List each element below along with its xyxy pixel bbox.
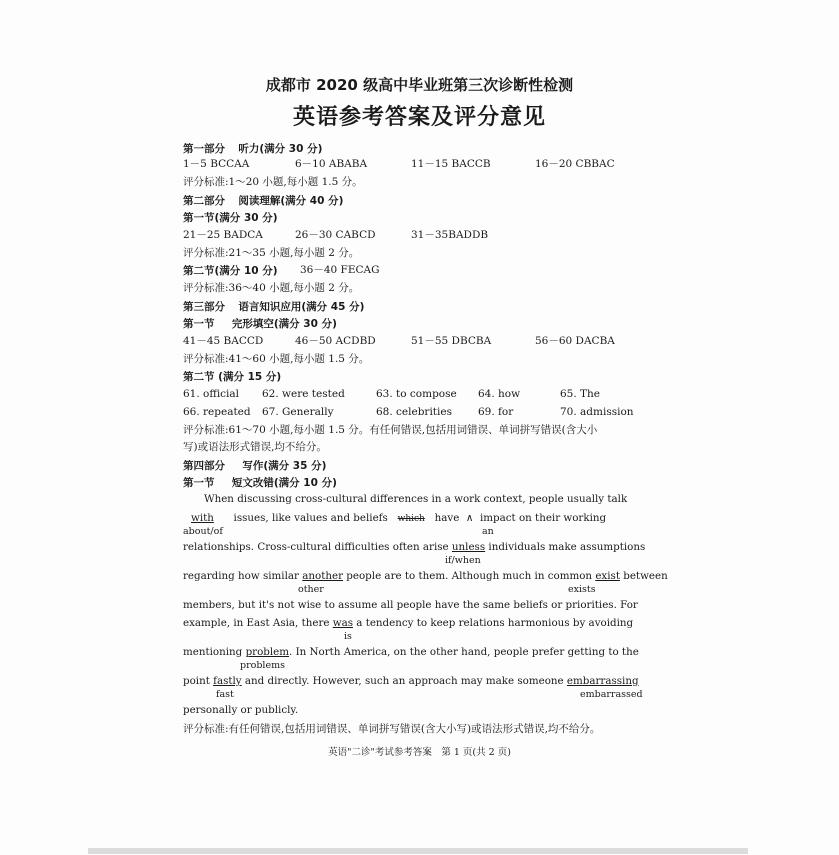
error-fastly: fastly	[213, 675, 242, 687]
passage-line-5	[183, 599, 638, 611]
document-title: 成都市 2020 级高中毕业班第三次诊断性检测	[265, 76, 574, 94]
bottom-divider	[88, 848, 748, 854]
part3-sec2-item-67: 67. Generally	[262, 406, 334, 418]
passage-line-4	[183, 570, 668, 582]
correction-exists: exists	[568, 584, 596, 595]
part3-sec1-label: 第一节	[183, 318, 215, 330]
part2-label: 第二部分	[183, 195, 225, 207]
part1-heading	[183, 141, 322, 156]
correction-problems: problems	[240, 660, 285, 671]
part3-sec2-scoring-2: 写)或语法形式错误,均不给分。	[183, 441, 327, 453]
part4-label: 第四部分	[183, 460, 225, 472]
part3-sec2-item-69: 69. for	[478, 406, 514, 418]
part2-sec1-heading: 第一节(满分 30 分)	[183, 212, 278, 224]
part3-sec2-item-64: 64. how	[478, 388, 521, 400]
correction-fast: fast	[216, 689, 234, 700]
part3-sec2-item-62: 62. were tested	[262, 388, 345, 400]
part1-name: 听力(满分 30 分)	[238, 143, 323, 155]
error-was: was	[332, 617, 353, 629]
passage-line-8-part-a: point	[183, 675, 210, 687]
passage-line-2-part-e: impact on their working	[479, 512, 607, 524]
passage-line-1: When discussing cross-cultural differences in a work context, people usually talk	[204, 493, 628, 505]
passage-line-4-part-c: between	[623, 570, 668, 582]
error-exist: exist	[595, 570, 620, 582]
part3-sec1-answer-4: 56－60 DACBA	[535, 335, 615, 347]
part3-sec2-scoring-1: 评分标准:61～70 小题,每小题 1.5 分。有任何错误,包括用词错误、单词拼写错误(含大小	[183, 424, 598, 436]
part2-sec1-answer-3: 31－35BADDB	[411, 229, 489, 241]
part3-sec2-item-66: 66. repeated	[183, 406, 251, 418]
part2-heading	[183, 193, 343, 208]
part3-sec2-item-70: 70. admission	[560, 406, 634, 418]
part3-label: 第三部分	[183, 301, 225, 313]
part2-sec2-scoring: 评分标准:36～40 小题,每小题 2 分。	[183, 282, 360, 294]
part1-label: 第一部分	[183, 143, 225, 155]
insert-mark: ∧	[465, 512, 474, 524]
passage-line-8-part-b: and directly. However, such an approach may make someone	[244, 675, 564, 687]
part3-sec1-scoring: 评分标准:41～60 小题,每小题 1.5 分。	[183, 353, 370, 365]
passage-line-7-part-a: mentioning	[183, 646, 243, 658]
part2-sec2-answer: 36－40 FECAG	[300, 264, 380, 276]
passage-line-9: personally or publicly.	[183, 704, 299, 716]
part1-answer-4: 16－20 CBBAC	[535, 158, 615, 170]
error-another: another	[302, 570, 344, 582]
part4-sec1-heading	[183, 475, 337, 490]
passage-line-2-part-d: have	[434, 512, 460, 524]
passage-line-3	[183, 541, 645, 553]
passage-line-2	[191, 512, 606, 524]
passage-line-2-part-b: liefs	[366, 512, 388, 524]
part3-name: 语言知识应用(满分 45 分)	[238, 301, 365, 313]
part3-sec2-item-65: 65. The	[560, 388, 601, 400]
error-with: with	[191, 512, 214, 524]
part2-sec2-heading: 第二节(满分 10 分)	[183, 265, 278, 277]
passage-line-7-part-b: . In North America, on the other hand, people prefer getting to the	[289, 646, 639, 658]
correction-is: is	[344, 631, 352, 642]
correction-about-of: about/of	[183, 526, 223, 537]
part3-sec1-answer-2: 46－50 ACDBD	[295, 335, 376, 347]
part3-sec2-item-61: 61. official	[183, 388, 240, 400]
correction-other: other	[298, 584, 324, 595]
part3-sec2-heading: 第二节 (满分 15 分)	[183, 371, 282, 383]
part3-sec1-heading	[183, 316, 337, 331]
part1-scoring: 评分标准:1～20 小题,每小题 1.5 分。	[183, 176, 363, 188]
part3-sec1-name: 完形填空(满分 30 分)	[231, 318, 337, 330]
part3-sec1-answer-1: 41－45 BACCD	[183, 335, 264, 347]
part2-sec1-answer-2: 26－30 CABCD	[295, 229, 376, 241]
error-unless: unless	[451, 541, 486, 553]
part4-sec1-name: 短文改错(满分 10 分)	[231, 477, 337, 489]
part2-sec1-answer-1: 21－25 BADCA	[183, 229, 263, 241]
document-subtitle: 英语参考答案及评分意见	[292, 105, 546, 130]
part4-heading	[183, 458, 326, 473]
passage-line-6-part-a: example, in East Asia, there	[183, 617, 330, 629]
passage-line-6-part-b: a tendency to keep relations harmonious by avoiding	[356, 617, 634, 629]
part1-answer-1: 1－5 BCCAA	[183, 158, 250, 170]
part4-sec1-label: 第一节	[183, 477, 215, 489]
error-which-deleted: which	[397, 514, 425, 524]
error-but: but	[238, 599, 256, 611]
part4-name: 写作(满分 35 分)	[242, 460, 327, 472]
part1-answer-2: 6－10 ABABA	[295, 158, 368, 170]
passage-line-5-part-a: members,	[183, 599, 235, 611]
correction-embarrassed: embarrassed	[580, 689, 643, 700]
correction-if-when: if/when	[445, 555, 481, 566]
page-footer: 英语"二诊"考试参考答案 第 1 页(共 2 页)	[328, 747, 511, 758]
part3-sec1-answer-3: 51－55 DBCBA	[411, 335, 492, 347]
passage-line-8	[183, 675, 639, 687]
part3-sec2-item-63: 63. to compose	[376, 388, 457, 400]
passage-line-5-part-b: it's not wise to assume all people have the same beliefs or priorities. For	[258, 599, 638, 611]
part1-answer-3: 11－15 BACCB	[411, 158, 491, 170]
passage-line-3-part-a: relationships. Cross-cultural difficulties often arise	[183, 541, 449, 553]
part2-name: 阅读理解(满分 40 分)	[238, 195, 344, 207]
error-problem: problem	[245, 646, 290, 658]
passage-line-2-part-a: issues, like values and be	[233, 512, 366, 524]
passage-line-7	[183, 646, 639, 658]
passage-line-6	[183, 617, 633, 629]
error-embarrassing: embarrassing	[566, 675, 639, 687]
part3-sec2-item-68: 68. celebrities	[376, 406, 452, 418]
passage-line-4-part-a: regarding how similar	[183, 570, 299, 582]
part3-heading	[183, 299, 364, 314]
passage-line-4-part-b: people are to them. Although much in common	[346, 570, 593, 582]
passage-line-3-part-b: individuals make assumptions	[488, 541, 646, 553]
part2-sec1-scoring: 评分标准:21～35 小题,每小题 2 分。	[183, 247, 360, 259]
part4-scoring: 评分标准:有任何错误,包括用词错误、单词拼写错误(含大小写)或语法形式错误,均不给分。	[183, 723, 601, 735]
correction-an: an	[482, 526, 494, 537]
